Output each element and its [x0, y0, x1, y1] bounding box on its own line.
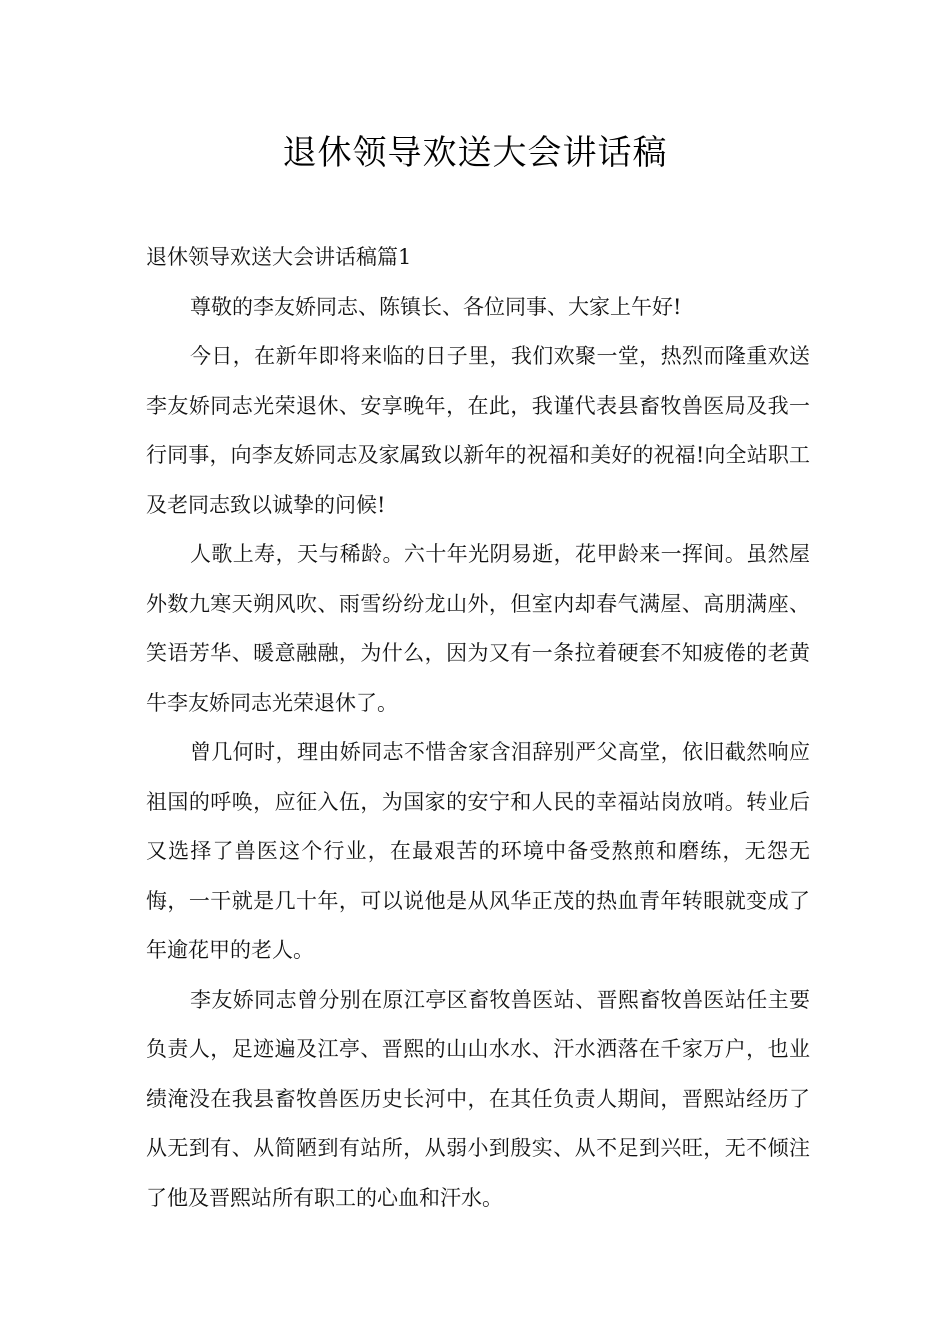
- paragraph-career: 曾几何时，理由娇同志不惜舍家含泪辞别严父高堂，依旧截然响应祖国的呼唤，应征入伍，为国家的安宁和人民的幸福站岗放哨。转业后又选择了兽医这个行业，在最艰苦的环境中备受熬煎和磨练，无怨无悔，一干就是几十年，可以说他是从风华正茂的热血青年转眼就变成了年逾花甲的老人。: [146, 740, 810, 962]
- paragraph-farewell: 今日，在新年即将来临的日子里，我们欢聚一堂，热烈而隆重欢送李友娇同志光荣退休、安享晚年，在此，我谨代表县畜牧兽医局及我一行同事，向李友娇同志及家属致以新年的祝福和美好的祝福!向全站职工及老同志致以诚挚的问候!: [146, 344, 810, 517]
- paragraph-greeting: 尊敬的李友娇同志、陈镇长、各位同事、大家上午好!: [190, 294, 682, 319]
- document-body: [146, 233, 810, 1223]
- paragraph-achievements: 李友娇同志曾分别在原江亭区畜牧兽医站、晋熙畜牧兽医站任主要负责人，足迹遍及江亭、晋熙的山山水水、汗水洒落在千家万户，也业绩淹没在我县畜牧兽医历史长河中，在其任负责人期间，晋熙站经历了从无到有、从简陋到有站所，从弱小到殷实、从不足到兴旺，无不倾注了他及晋熙站所有职工的心血和汗水。: [146, 987, 810, 1210]
- document-title: 退休领导欢送大会讲话稿: [282, 133, 668, 173]
- section-heading: 退休领导欢送大会讲话稿篇1: [146, 245, 412, 269]
- paragraph-celebration: 人歌上寿，天与稀龄。六十年光阴易逝，花甲龄来一挥间。虽然屋外数九寒天朔风吹、雨雪纷纷龙山外，但室内却春气满屋、高朋满座、笑语芳华、暖意融融，为什么，因为又有一条拉着硬套不知疲倦的老黄牛李友娇同志光荣退休了。: [146, 542, 810, 715]
